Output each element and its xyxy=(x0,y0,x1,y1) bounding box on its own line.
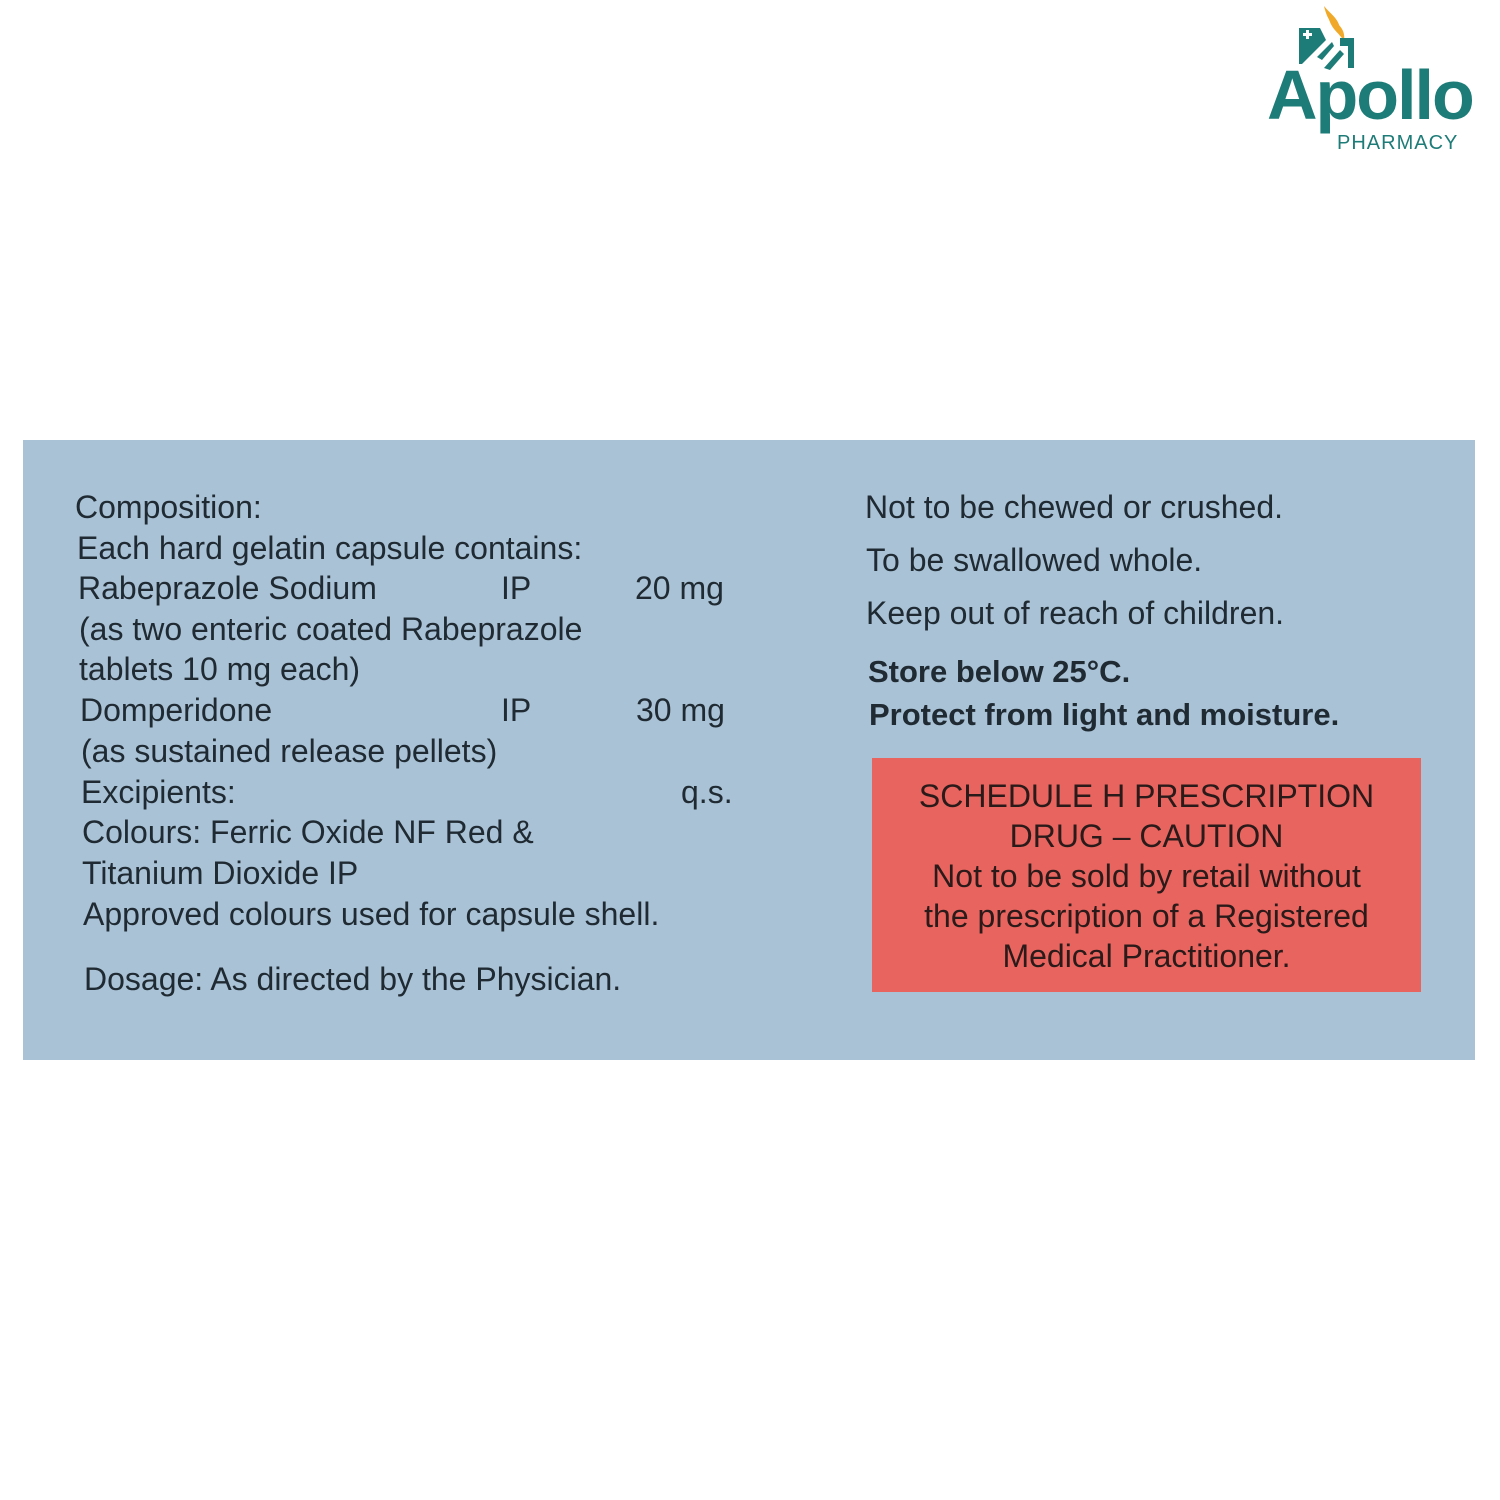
ingredient-quantity: 30 mg xyxy=(636,692,725,728)
logo-subtitle: PHARMACY xyxy=(1337,132,1459,154)
instruction-line: To be swallowed whole. xyxy=(866,542,1203,578)
excipients-label: Excipients: xyxy=(81,774,236,810)
ingredient-note: tablets 10 mg each) xyxy=(79,651,361,687)
label-panel xyxy=(23,440,1475,1060)
storage-instruction: Store below 25°C. xyxy=(868,654,1131,689)
colours-line: Titanium Dioxide IP xyxy=(82,855,359,891)
colours-line: Colours: Ferric Oxide NF Red & xyxy=(82,814,534,850)
warning-line: Medical Practitioner. xyxy=(1002,938,1291,974)
storage-instruction: Protect from light and moisture. xyxy=(869,697,1340,732)
warning-line: DRUG – CAUTION xyxy=(1009,818,1284,854)
warning-line: SCHEDULE H PRESCRIPTION xyxy=(918,778,1375,814)
ingredient-note: (as sustained release pellets) xyxy=(81,733,498,769)
schedule-h-warning-box xyxy=(872,758,1421,992)
dosage-text: Dosage: As directed by the Physician. xyxy=(84,961,622,997)
ingredient-standard: IP xyxy=(501,570,532,606)
instruction-line: Keep out of reach of children. xyxy=(866,595,1285,631)
approved-colours-text: Approved colours used for capsule shell. xyxy=(83,896,660,932)
ingredient-name: Rabeprazole Sodium xyxy=(78,570,377,606)
warning-line: the prescription of a Registered xyxy=(924,898,1369,934)
ingredient-quantity: 20 mg xyxy=(635,570,724,606)
apollo-pharmacy-logo xyxy=(1262,2,1477,154)
ingredient-note: (as two enteric coated Rabeprazole xyxy=(79,611,583,647)
ingredient-standard: IP xyxy=(501,692,532,728)
composition-heading: Composition: xyxy=(75,489,262,525)
logo-wordmark: Apollo xyxy=(1267,56,1473,134)
excipients-quantity: q.s. xyxy=(681,774,733,810)
instruction-line: Not to be chewed or crushed. xyxy=(865,489,1284,525)
composition-intro: Each hard gelatin capsule contains: xyxy=(77,530,583,566)
warning-line: Not to be sold by retail without xyxy=(932,858,1361,894)
ingredient-name: Domperidone xyxy=(80,692,273,728)
